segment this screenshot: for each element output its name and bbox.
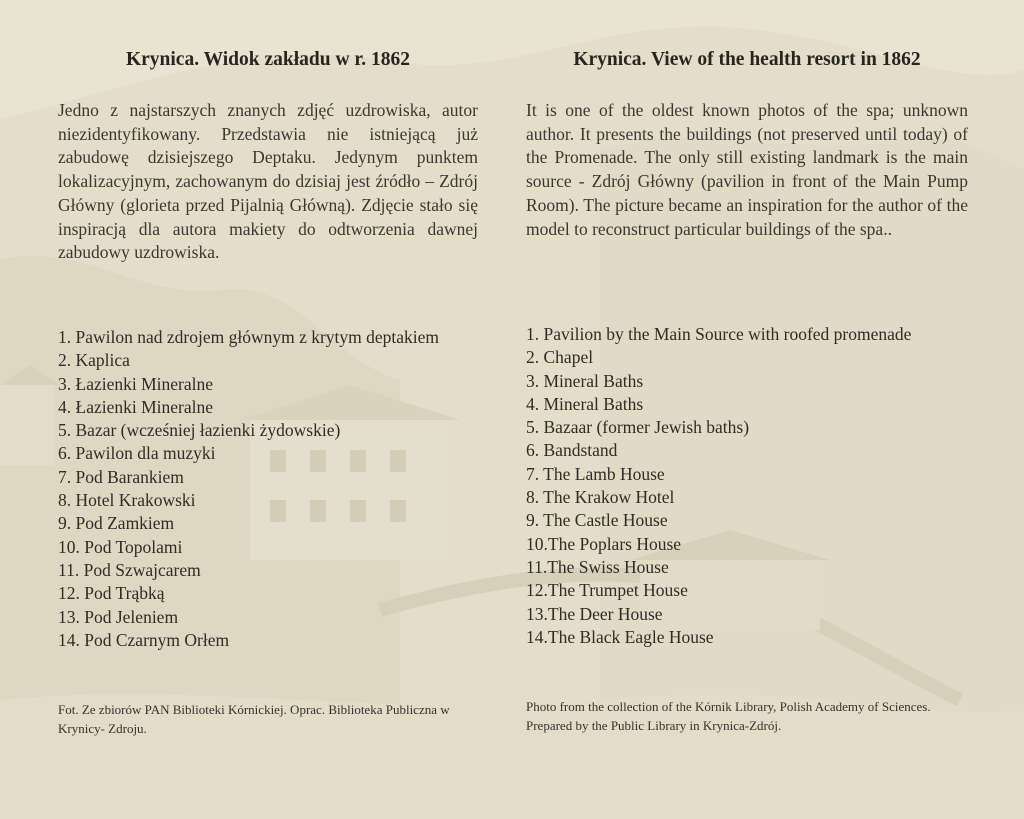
english-description: It is one of the oldest known photos of the spa; unknown author. It presents the buildings (not preserved until today) of the Promenade. The only still existing landmark is the main source - Zdrój Główny (pavilion in front of the Main Pump Room). The picture became an inspiration for the author of the model to reconstruct particular buildings of the spa.. xyxy=(526,100,968,239)
list-item: 11.The Swiss House xyxy=(526,556,669,577)
list-item: 1. Pavilion by the Main Source with roofed promenade xyxy=(526,324,912,344)
list-item: 7. The Lamb House xyxy=(526,463,665,484)
list-item: 12. Pod Trąbką xyxy=(58,583,165,604)
building-left xyxy=(0,385,55,465)
list-item: 6. Pawilon dla muzyki xyxy=(58,443,216,464)
english-photo-credit: Photo from the collection of the Kórnik Library, Polish Academy of Sciences. Prepared by the Public Library in Krynica-Zdrój. xyxy=(526,699,931,733)
list-item: 8. Hotel Krakowski xyxy=(58,490,196,511)
list-item: 2. Chapel xyxy=(526,347,594,368)
list-item: 10.The Poplars House xyxy=(526,533,682,554)
list-item: 14. Pod Czarnym Orłem xyxy=(58,629,230,650)
polish-title: Krynica. Widok zakładu w r. 1862 xyxy=(125,49,411,70)
list-item: 11. Pod Szwajcarem xyxy=(58,559,201,580)
list-item: 5. Bazar (wcześniej łazienki żydowskie) xyxy=(58,420,341,441)
list-item: 8. The Krakow Hotel xyxy=(526,487,675,508)
list-item: 4. Mineral Baths xyxy=(526,393,644,414)
list-item: 14.The Black Eagle House xyxy=(526,626,714,647)
polish-photo-credit: Fot. Ze zbiorów PAN Biblioteki Kórnickiej. Oprac. Biblioteka Publiczna w Krynicy- Zdroju. xyxy=(58,702,450,736)
polish-description: Jedno z najstarszych znanych zdjęć uzdrowiska, autor niezidentyfikowany. Przedstawia nie istniejącą już zabudowę dzisiejszego Deptaku. Jedynym punktem lokalizacyjnym, zachowanym do dzisiaj jest źródło – Zdrój Główny (glorieta przed Pijalnią Główną). Zdjęcie stało się inspiracją dla autora makiety do odtworzenia dawnej zabudowy uzdrowiska. xyxy=(58,100,478,263)
english-building-list xyxy=(526,323,968,649)
list-item: 3. Mineral Baths xyxy=(526,370,644,391)
list-item: 10. Pod Topolami xyxy=(58,536,183,557)
english-title: Krynica. View of the health resort in 1862 xyxy=(573,49,921,70)
list-item: 12.The Trumpet House xyxy=(526,580,688,601)
list-item: 6. Bandstand xyxy=(526,440,618,461)
list-item: 7. Pod Barankiem xyxy=(58,466,184,487)
list-item: 1. Pawilon nad zdrojem głównym z krytym deptakiem xyxy=(58,327,440,347)
list-item: 13. Pod Jeleniem xyxy=(58,606,179,627)
list-item: 3. Łazienki Mineralne xyxy=(58,373,214,394)
list-item: 13.The Deer House xyxy=(526,603,663,624)
list-item: 9. Pod Zamkiem xyxy=(58,513,175,534)
polish-building-list xyxy=(58,326,478,652)
list-item: 9. The Castle House xyxy=(526,510,668,531)
list-item: 2. Kaplica xyxy=(58,350,130,371)
list-item: 5. Bazaar (former Jewish baths) xyxy=(526,417,750,438)
list-item: 4. Łazienki Mineralne xyxy=(58,396,214,417)
